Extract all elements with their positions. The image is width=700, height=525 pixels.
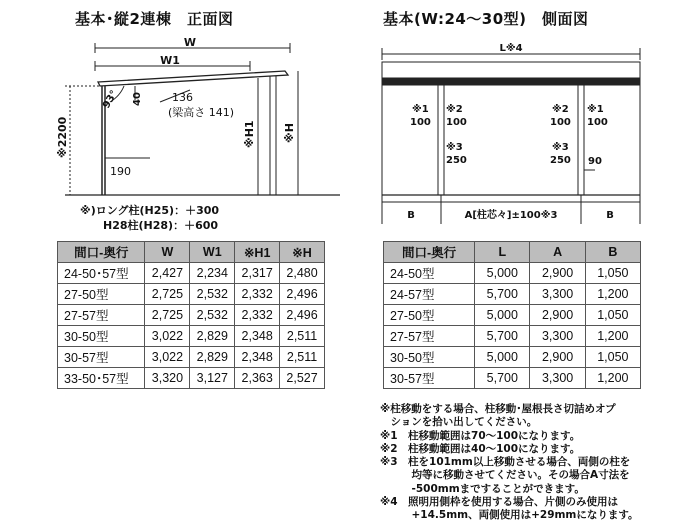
table-row: [384, 305, 641, 326]
cell: 3,300: [530, 326, 585, 347]
cell: 2,348: [235, 326, 280, 347]
dim-w1: W1: [160, 54, 180, 67]
dim-100d: 100: [587, 117, 608, 128]
cell: 24-50型: [384, 263, 475, 284]
note-line: ※1 柱移動範囲は70～100になります。: [380, 429, 581, 442]
cell: 30-57型: [58, 347, 145, 368]
dim-beam-a: 136: [172, 91, 193, 104]
note-3a: ※3: [446, 142, 463, 153]
cell: 2,511: [280, 347, 325, 368]
cell: 2,332: [235, 284, 280, 305]
dim-h1: ※H1: [243, 120, 256, 148]
cell: 33-50･57型: [58, 368, 145, 389]
table-row: [384, 263, 641, 284]
cell: 3,300: [530, 368, 585, 389]
table-row: [58, 326, 325, 347]
front-view-title: 基本･縦2連棟 正面図: [75, 10, 234, 28]
dim-90: 90: [588, 156, 602, 167]
cell: 2,317: [235, 263, 280, 284]
cell: 5,700: [475, 284, 530, 305]
table-row: [58, 284, 325, 305]
cell: 2,829: [190, 347, 235, 368]
cell: 2,496: [280, 284, 325, 305]
cell: 27-57型: [384, 326, 475, 347]
front-spec-table: [57, 241, 325, 389]
cell: 3,022: [145, 347, 190, 368]
side-view-diagram: [380, 40, 650, 225]
col-header: W: [145, 242, 190, 263]
dim-h: ※H: [283, 123, 296, 143]
cell: 5,700: [475, 368, 530, 389]
dim-beam-b: (梁高さ 141): [168, 106, 235, 119]
cell: 3,127: [190, 368, 235, 389]
dim-w: W: [183, 38, 197, 49]
cell: 1,050: [585, 263, 640, 284]
cell: 2,725: [145, 305, 190, 326]
cell: 3,022: [145, 326, 190, 347]
note-line: 均等に移動させてください。その場合A寸法を: [380, 469, 630, 482]
table-row: [384, 326, 641, 347]
table-header-row: [384, 242, 641, 263]
col-header: A: [530, 242, 585, 263]
front-view-diagram: [40, 38, 360, 213]
dim-250a: 250: [446, 155, 467, 166]
cell: 2,900: [530, 305, 585, 326]
dim-40: 40: [132, 92, 143, 106]
note-1b: ※1: [587, 104, 604, 115]
cell: 1,200: [585, 284, 640, 305]
col-header: ※H: [280, 242, 325, 263]
cell: 24-50･57型: [58, 263, 145, 284]
table-row: [58, 263, 325, 284]
cell: 2,725: [145, 284, 190, 305]
table-row: [384, 368, 641, 389]
dim-a: A[柱芯々]±100※3: [464, 210, 558, 221]
cell: 2,900: [530, 347, 585, 368]
table-row: [384, 347, 641, 368]
cell: 2,829: [190, 326, 235, 347]
note-line: ションを拾い出してください。: [380, 416, 538, 429]
cell: 2,532: [190, 305, 235, 326]
side-view-title: 基本(W:24～30型) 側面図: [383, 10, 589, 28]
cell: 1,050: [585, 305, 640, 326]
notes-block: [380, 403, 639, 523]
dim-b-right: B: [606, 210, 614, 221]
h28-post-note: H28柱(H28)：＋600: [103, 219, 219, 232]
cell: 5,000: [475, 263, 530, 284]
table-row: [58, 305, 325, 326]
note-3b: ※3: [552, 142, 569, 153]
dim-190: 190: [110, 165, 131, 178]
note-line: ※3 柱を101mm以上移動させる場合、両側の柱を: [380, 456, 631, 469]
dim-100b: 100: [446, 117, 467, 128]
cell: 2,427: [145, 263, 190, 284]
note-2b: ※2: [552, 104, 569, 115]
cell: 30-50型: [58, 326, 145, 347]
note-2a: ※2: [446, 104, 463, 115]
dim-b-left: B: [407, 210, 415, 221]
dim-angle: 93°: [101, 88, 121, 111]
col-header: ※H1: [235, 242, 280, 263]
side-spec-table: [383, 241, 641, 389]
cell: 2,348: [235, 347, 280, 368]
cell: 1,050: [585, 347, 640, 368]
cell: 27-50型: [384, 305, 475, 326]
dim-l: L※4: [499, 43, 523, 54]
col-header: 間口-奥行: [58, 242, 145, 263]
cell: 2,527: [280, 368, 325, 389]
cell: 2,496: [280, 305, 325, 326]
long-post-note: ※)ロング柱(H25)：＋300: [80, 204, 220, 217]
cell: 2,363: [235, 368, 280, 389]
cell: 2,480: [280, 263, 325, 284]
note-line: ※4 照明用側枠を使用する場合、片側のみ使用は: [380, 496, 619, 509]
note-1a: ※1: [412, 104, 429, 115]
col-header: L: [475, 242, 530, 263]
table-header-row: [58, 242, 325, 263]
cell: 2,900: [530, 263, 585, 284]
cell: 2,532: [190, 284, 235, 305]
cell: 27-57型: [58, 305, 145, 326]
dim-2200: ※2200: [56, 116, 69, 158]
note-line: ※柱移動をする場合、柱移動･屋根長さ切詰めオプ: [380, 403, 616, 415]
dim-100a: 100: [410, 117, 431, 128]
dim-250b: 250: [550, 155, 571, 166]
cell: 30-50型: [384, 347, 475, 368]
cell: 2,234: [190, 263, 235, 284]
col-header: 間口-奥行: [384, 242, 475, 263]
cell: 5,700: [475, 326, 530, 347]
note-line: -500mmまですることができます。: [380, 482, 585, 495]
table-row: [58, 368, 325, 389]
cell: 1,200: [585, 368, 640, 389]
col-header: B: [585, 242, 640, 263]
cell: 30-57型: [384, 368, 475, 389]
cell: 5,000: [475, 347, 530, 368]
dim-100c: 100: [550, 117, 571, 128]
table-row: [384, 284, 641, 305]
table-row: [58, 347, 325, 368]
cell: 3,320: [145, 368, 190, 389]
cell: 2,332: [235, 305, 280, 326]
cell: 2,511: [280, 326, 325, 347]
cell: 27-50型: [58, 284, 145, 305]
cell: 24-57型: [384, 284, 475, 305]
note-line: ※2 柱移動範囲は40～100になります。: [380, 442, 581, 455]
note-line: +14.5mm、両側使用は+29mmになります。: [380, 509, 639, 522]
cell: 1,200: [585, 326, 640, 347]
col-header: W1: [190, 242, 235, 263]
cell: 3,300: [530, 284, 585, 305]
cell: 5,000: [475, 305, 530, 326]
